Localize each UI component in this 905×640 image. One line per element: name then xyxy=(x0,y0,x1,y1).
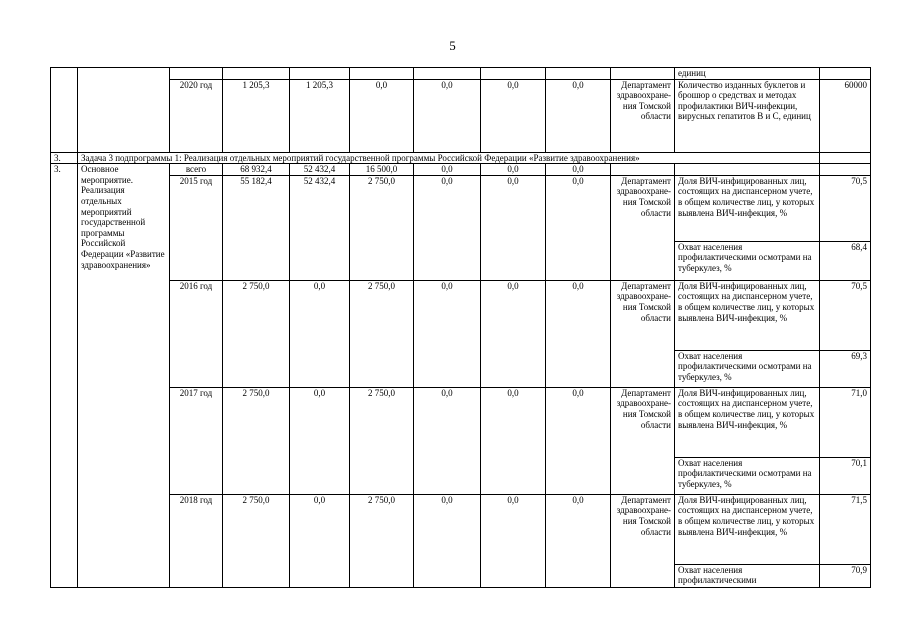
table-row xyxy=(51,79,871,152)
amount-cell: 0,0 xyxy=(414,387,481,494)
amount-cell: 0,0 xyxy=(481,494,546,587)
amount-cell: 0,0 xyxy=(546,164,611,176)
indicator-cell xyxy=(675,164,820,176)
amount-cell: 52 432,4 xyxy=(290,175,350,280)
target-cell: 70,5 xyxy=(820,280,871,350)
task-title-cell xyxy=(78,152,820,164)
amount-cell: 2 750,0 xyxy=(223,387,290,494)
amount-cell: 0,0 xyxy=(414,164,481,176)
target-cell: 60000 xyxy=(820,79,871,152)
year-cell: 2015 год xyxy=(170,175,223,280)
target-cell: 68,4 xyxy=(820,241,871,280)
amount-cell: 0,0 xyxy=(546,387,611,494)
indicator-cell: Доля ВИЧ-инфицированных лиц, состоящих на диспансерном учете, в общем количестве лиц, у которых выявлена ВИЧ-инфекция, % xyxy=(675,280,820,350)
amount-cell: 2 750,0 xyxy=(350,494,414,587)
target-cell: 70,1 xyxy=(820,457,871,494)
task-title: Задача 3 подпрограммы 1: Реализация отдельных мероприятий государственной программы Российской Федерации «Развитие здравоохранения» xyxy=(81,152,640,163)
indicator-cell: Охват населения профилактическими xyxy=(675,564,820,587)
indicator-cell: единиц xyxy=(675,68,820,80)
page-number: 5 xyxy=(449,38,456,53)
target-cell xyxy=(820,152,871,164)
target-cell: 71,5 xyxy=(820,494,871,564)
department-cell: Департамент здравоохране-ния Томской области xyxy=(611,280,675,387)
target-cell xyxy=(820,164,871,176)
indicator-cell: Доля ВИЧ-инфицированных лиц, состоящих на диспансерном учете, в общем количестве лиц, у которых выявлена ВИЧ-инфекция, % xyxy=(675,175,820,241)
amount-cell: 0,0 xyxy=(290,280,350,387)
amount-cell: 1 205,3 xyxy=(290,79,350,152)
amount-cell: 68 932,4 xyxy=(223,164,290,176)
amount-cell: 0,0 xyxy=(546,280,611,387)
amount-cell: 0,0 xyxy=(290,387,350,494)
event-name-cell: Основное мероприятие. Реализация отдельных мероприятий государственной программы Российской Федерации «Развитие здравоохранения» xyxy=(78,164,170,588)
department-cell: Департамент здравоохране-ния Томской области xyxy=(611,175,675,280)
target-cell: 70,9 xyxy=(820,564,871,587)
amount-cell: 2 750,0 xyxy=(350,387,414,494)
year-cell: 2017 год xyxy=(170,387,223,494)
department-cell: Департамент здравоохране-ния Томской области xyxy=(611,387,675,494)
amount-cell: 0,0 xyxy=(481,175,546,280)
amount-cell: 0,0 xyxy=(546,494,611,587)
empty-cell xyxy=(223,68,290,80)
table-row xyxy=(51,280,871,350)
table-row xyxy=(51,494,871,564)
amount-cell: 0,0 xyxy=(481,280,546,387)
amount-cell: 0,0 xyxy=(290,494,350,587)
amount-cell: 0,0 xyxy=(481,79,546,152)
target-cell: 71,0 xyxy=(820,387,871,457)
indicator-cell: Доля ВИЧ-инфицированных лиц, состоящих на диспансерном учете, в общем количестве лиц, у которых выявлена ВИЧ-инфекция, % xyxy=(675,387,820,457)
table-row xyxy=(51,152,871,164)
empty-cell xyxy=(546,68,611,80)
amount-cell: 0,0 xyxy=(414,79,481,152)
task-num-cell: 3. xyxy=(51,152,78,164)
year-cell: 2018 год xyxy=(170,494,223,587)
indicator-cell: Количество изданных буклетов и брошюр о средствах и методах профилактики ВИЧ-инфекции, вирусных гепатитов В и С, единиц xyxy=(675,79,820,152)
program-table xyxy=(50,67,871,588)
indicator-cell: Охват населения профилактическими осмотрами на туберкулез, % xyxy=(675,457,820,494)
indicator-cell: Охват населения профилактическими осмотрами на туберкулез, % xyxy=(675,350,820,387)
amount-cell: 2 750,0 xyxy=(350,280,414,387)
department-cell: Департамент здравоохране-ния Томской области xyxy=(611,79,675,152)
empty-cell xyxy=(481,68,546,80)
amount-cell: 0,0 xyxy=(481,164,546,176)
amount-cell: 0,0 xyxy=(546,175,611,280)
amount-cell: 0,0 xyxy=(350,79,414,152)
table-row xyxy=(51,164,871,176)
target-cell xyxy=(820,68,871,80)
department-cell xyxy=(611,164,675,176)
amount-cell: 2 750,0 xyxy=(350,175,414,280)
indicator-cell: Охват населения профилактическими осмотрами на туберкулез, % xyxy=(675,241,820,280)
event-num-cell: 3. xyxy=(51,164,78,588)
empty-cell xyxy=(290,68,350,80)
amount-cell: 0,0 xyxy=(546,79,611,152)
department-cell: Департамент здравоохране-ния Томской области xyxy=(611,494,675,587)
table-row xyxy=(51,175,871,241)
total-label-cell: всего xyxy=(170,164,223,176)
empty-cell xyxy=(350,68,414,80)
empty-cell xyxy=(170,68,223,80)
amount-cell: 52 432,4 xyxy=(290,164,350,176)
empty-cell xyxy=(414,68,481,80)
empty-cell xyxy=(611,68,675,80)
amount-cell: 16 500,0 xyxy=(350,164,414,176)
table-row xyxy=(51,68,871,80)
year-cell: 2016 год xyxy=(170,280,223,387)
amount-cell: 2 750,0 xyxy=(223,280,290,387)
amount-cell: 0,0 xyxy=(414,280,481,387)
amount-cell: 0,0 xyxy=(481,387,546,494)
year-cell: 2020 год xyxy=(170,79,223,152)
num-cell xyxy=(51,68,78,153)
target-cell: 70,5 xyxy=(820,175,871,241)
target-cell: 69,3 xyxy=(820,350,871,387)
amount-cell: 1 205,3 xyxy=(223,79,290,152)
amount-cell: 55 182,4 xyxy=(223,175,290,280)
amount-cell: 2 750,0 xyxy=(223,494,290,587)
amount-cell: 0,0 xyxy=(414,494,481,587)
table-row xyxy=(51,387,871,457)
amount-cell: 0,0 xyxy=(414,175,481,280)
indicator-cell: Доля ВИЧ-инфицированных лиц, состоящих на диспансерном учете, в общем количестве лиц, у которых выявлена ВИЧ-инфекция, % xyxy=(675,494,820,564)
event-name-cell xyxy=(78,68,170,153)
